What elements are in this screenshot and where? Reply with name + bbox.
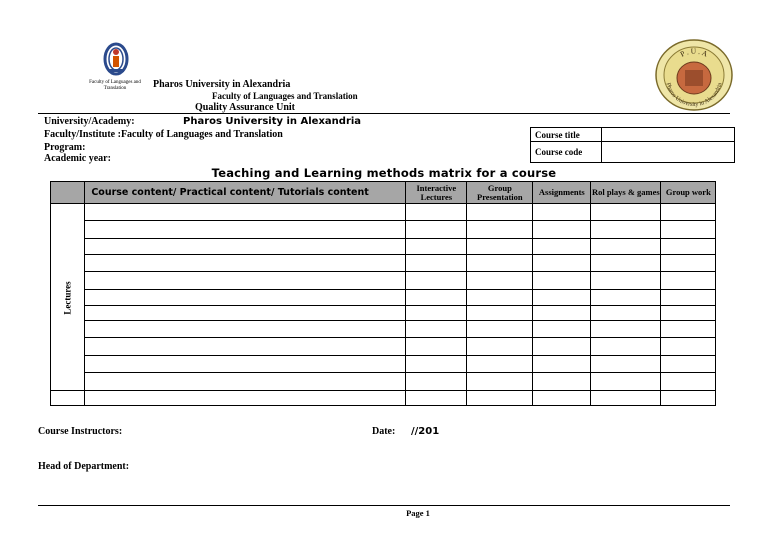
university-value: Pharos University in Alexandria [183, 116, 362, 127]
method-cell[interactable] [467, 321, 533, 338]
matrix-row [51, 321, 716, 338]
method-cell[interactable] [467, 391, 533, 406]
method-cell[interactable] [533, 272, 591, 290]
head-of-department-label: Head of Department: [38, 461, 130, 472]
date-value[interactable]: //201 [411, 426, 440, 437]
method-cell[interactable] [533, 338, 591, 356]
university-seal [654, 38, 734, 112]
header-rule [38, 113, 730, 114]
content-cell[interactable] [85, 272, 406, 290]
method-cell[interactable] [406, 356, 467, 373]
method-cell[interactable] [406, 290, 467, 306]
method-cell[interactable] [533, 321, 591, 338]
method-cell[interactable] [661, 290, 716, 306]
method-cell[interactable] [591, 356, 661, 373]
matrix-row [51, 204, 716, 221]
method-cell[interactable] [591, 255, 661, 272]
method-cell[interactable] [406, 204, 467, 221]
course-instructors-label: Course Instructors: [38, 426, 123, 437]
method-cell[interactable] [406, 338, 467, 356]
matrix-row [51, 373, 716, 391]
method-cell[interactable] [661, 255, 716, 272]
method-cell[interactable] [533, 356, 591, 373]
method-cell[interactable] [661, 338, 716, 356]
method-cell[interactable] [533, 391, 591, 406]
method-cell[interactable] [467, 221, 533, 239]
content-cell[interactable] [85, 221, 406, 239]
matrix-row [51, 391, 716, 406]
matrix-row [51, 221, 716, 239]
method-cell[interactable] [591, 290, 661, 306]
content-cell[interactable] [85, 338, 406, 356]
method-cell[interactable] [467, 306, 533, 321]
method-cell[interactable] [467, 356, 533, 373]
column-header-group-work: Group work [661, 182, 716, 204]
method-cell[interactable] [661, 204, 716, 221]
method-cell[interactable] [661, 321, 716, 338]
method-cell[interactable] [591, 204, 661, 221]
method-cell[interactable] [406, 373, 467, 391]
column-header-content: Course content/ Practical content/ Tutorials content [85, 182, 406, 204]
method-cell[interactable] [661, 306, 716, 321]
method-cell[interactable] [591, 306, 661, 321]
method-cell[interactable] [533, 373, 591, 391]
matrix-row [51, 272, 716, 290]
method-cell[interactable] [591, 272, 661, 290]
content-cell[interactable] [85, 356, 406, 373]
content-cell[interactable] [85, 290, 406, 306]
method-cell[interactable] [406, 321, 467, 338]
method-cell[interactable] [591, 391, 661, 406]
method-cell[interactable] [661, 391, 716, 406]
method-cell[interactable] [467, 255, 533, 272]
column-header-role-plays: Rol plays & games [591, 182, 661, 204]
method-cell[interactable] [591, 239, 661, 255]
faculty-name: Faculty of Languages and Translation [212, 91, 358, 101]
method-cell[interactable] [406, 272, 467, 290]
row-group-label: Lectures [62, 281, 73, 315]
method-cell[interactable] [467, 204, 533, 221]
page-number: Page 1 [406, 508, 430, 518]
method-cell[interactable] [661, 356, 716, 373]
matrix-row [51, 255, 716, 272]
logo-caption: Faculty of Languages and Translation [89, 80, 141, 91]
methods-matrix [50, 181, 716, 406]
method-cell[interactable] [467, 373, 533, 391]
method-cell[interactable] [533, 290, 591, 306]
matrix-row [51, 356, 716, 373]
course-info-box [530, 127, 735, 163]
svg-text:P . U . A: P . U . A [678, 46, 710, 59]
matrix-row [51, 290, 716, 306]
university-name: Pharos University in Alexandria [153, 79, 291, 90]
method-cell[interactable] [406, 221, 467, 239]
method-cell[interactable] [591, 338, 661, 356]
column-header-interactive-lectures: Interactive Lectures [406, 182, 467, 204]
date-label: Date: [372, 426, 396, 437]
corner-header-cell [51, 182, 85, 204]
matrix-title: Teaching and Learning methods matrix for a course [211, 166, 557, 180]
method-cell[interactable] [533, 204, 591, 221]
qa-unit: Quality Assurance Unit [195, 102, 296, 113]
university-label: University/Academy: [44, 116, 135, 127]
method-cell[interactable] [661, 221, 716, 239]
method-cell[interactable] [467, 338, 533, 356]
row-group-label-cell [51, 204, 85, 391]
svg-text:Pharos University in Alexandri: Pharos University in Alexandria [664, 82, 724, 109]
method-cell[interactable] [406, 306, 467, 321]
method-cell[interactable] [533, 306, 591, 321]
content-cell[interactable] [85, 239, 406, 255]
column-header-group-presentation: Group Presentation [467, 182, 533, 204]
content-cell[interactable] [85, 321, 406, 338]
method-cell[interactable] [406, 239, 467, 255]
course-title-label: Course title [531, 128, 602, 142]
method-cell[interactable] [661, 272, 716, 290]
method-cell[interactable] [533, 221, 591, 239]
program-label: Program: [44, 142, 86, 153]
method-cell[interactable] [591, 373, 661, 391]
matrix-row [51, 239, 716, 255]
column-header-assignments: Assignments [533, 182, 591, 204]
content-cell[interactable] [85, 306, 406, 321]
method-cell[interactable] [467, 272, 533, 290]
content-cell[interactable] [85, 373, 406, 391]
course-code-field[interactable] [602, 142, 735, 163]
method-cell[interactable] [591, 221, 661, 239]
method-cell[interactable] [467, 290, 533, 306]
matrix-row [51, 338, 716, 356]
footer-rule [38, 505, 730, 506]
method-cell[interactable] [533, 239, 591, 255]
course-title-field[interactable] [602, 128, 735, 142]
content-cell[interactable] [85, 391, 406, 406]
method-cell[interactable] [661, 239, 716, 255]
course-code-label: Course code [531, 142, 602, 163]
method-cell[interactable] [591, 321, 661, 338]
matrix-row [51, 306, 716, 321]
row-label-cell [51, 391, 85, 406]
content-cell[interactable] [85, 204, 406, 221]
faculty-line: Faculty/Institute :Faculty of Languages and Translation [44, 129, 283, 140]
academic-year-label: Academic year: [44, 153, 111, 164]
method-cell[interactable] [406, 255, 467, 272]
content-cell[interactable] [85, 255, 406, 272]
method-cell[interactable] [533, 255, 591, 272]
method-cell[interactable] [661, 373, 716, 391]
method-cell[interactable] [467, 239, 533, 255]
method-cell[interactable] [406, 391, 467, 406]
